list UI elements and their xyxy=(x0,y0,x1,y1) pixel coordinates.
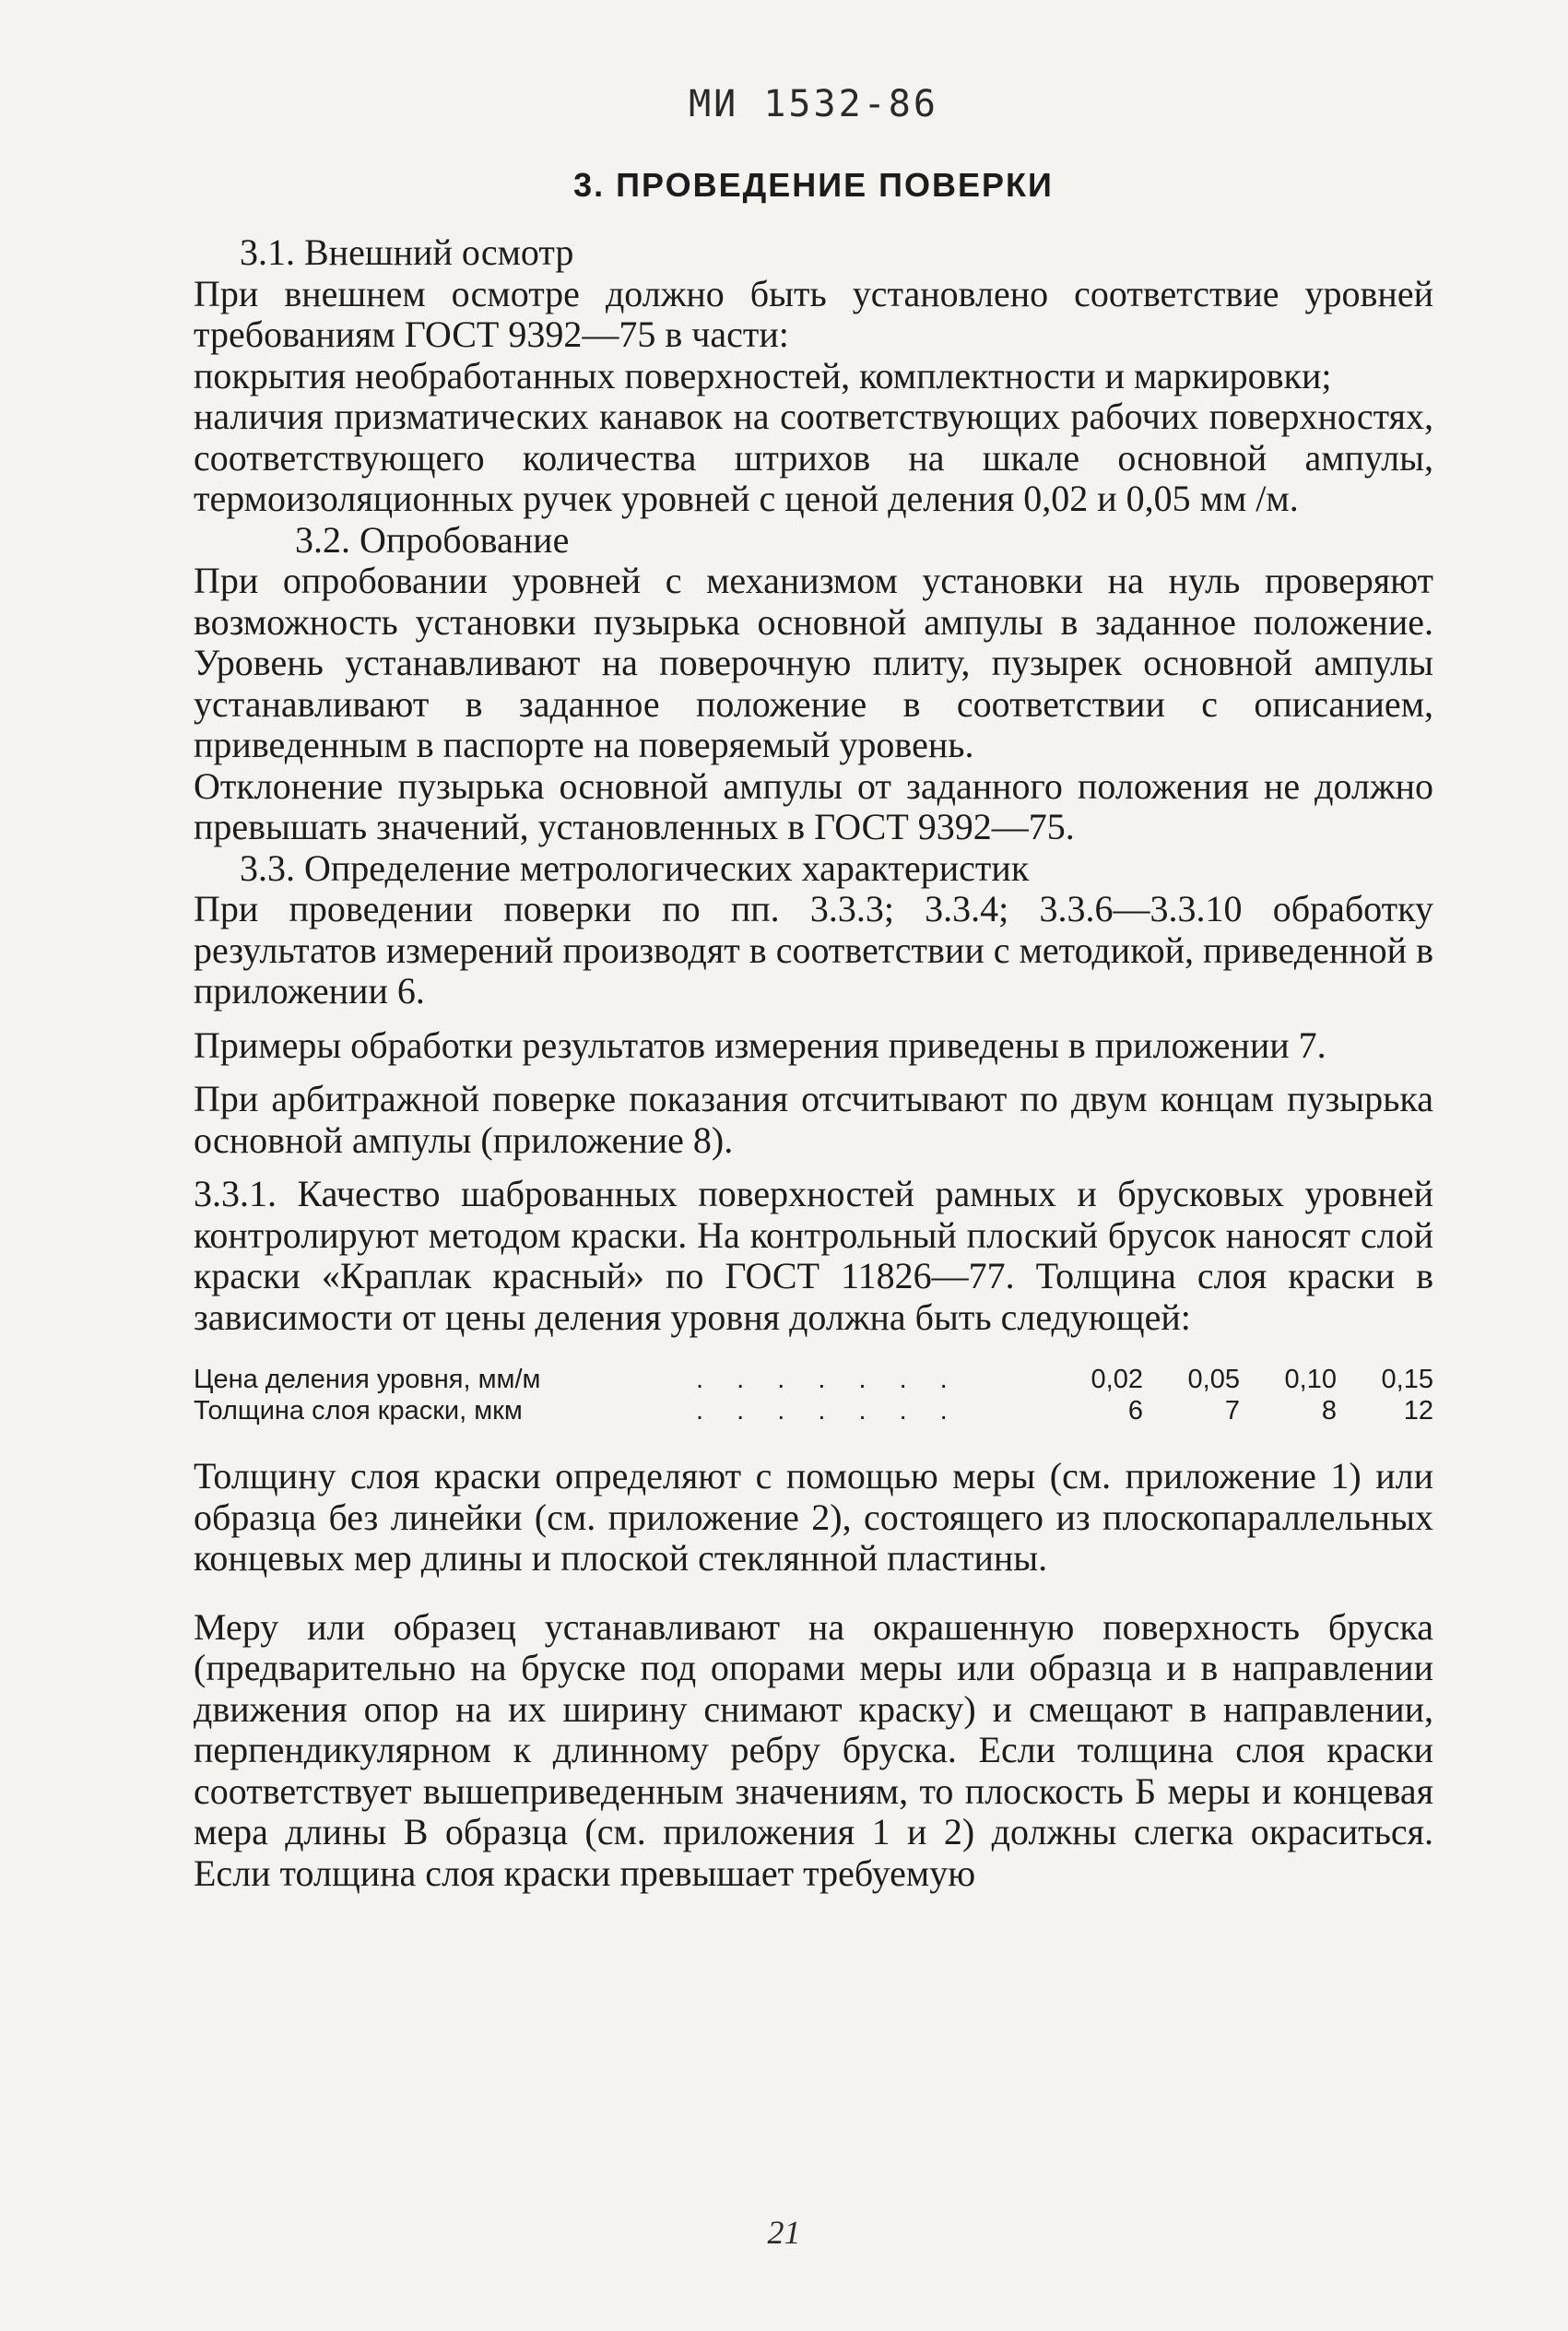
table-cell: 0,15 xyxy=(1381,1365,1433,1394)
table-leader-dots: . . . . . . . xyxy=(696,1365,961,1394)
page-number: 21 xyxy=(767,2214,801,2251)
paragraph: При внешнем осмотре должно быть установлено соответствие уровней требованиям ГОСТ 9392—75 в части: xyxy=(194,272,1433,355)
document-body xyxy=(194,232,1433,1894)
table-row xyxy=(194,1364,1433,1395)
paragraph: 3.3.1. Качество шаброванных поверхностей рамных и брусковых уровней контролируют методом краски. На контрольный плоский брусок наносят слой краски «Краплак красный» по ГОСТ 11826—77. Толщина слоя краски в зависимости от цены деления уровня должна быть следующей: xyxy=(194,1173,1433,1338)
table-cell: 0,05 xyxy=(1187,1365,1240,1394)
table-cell: 0,10 xyxy=(1284,1365,1337,1394)
paragraph: покрытия необработанных поверхностей, комплектности и маркировки; xyxy=(194,354,1332,396)
section-title: 3. ПРОВЕДЕНИЕ ПОВЕРКИ xyxy=(573,166,1054,204)
paragraph: наличия призматических канавок на соответствующих рабочих поверхностях, соответствующего количества штрихов на шкале основной ампулы, термоизоляционных ручек уровней с ценой деления 0,02 и 0,05 мм /м. xyxy=(194,396,1433,519)
table-cell: 12 xyxy=(1403,1396,1433,1426)
paragraph: При опробовании уровней с механизмом установки на нуль проверяют возможность установки пузырька основной ампулы в заданное положение. Уровень устанавливают на поверочную плиту, пузырек основной ампулы устанавливают в заданное положение в соответствии с описанием, приведенным в паспорте на поверяемый уровень. xyxy=(194,560,1433,765)
document-page xyxy=(194,83,1433,1894)
subsection-3-3-title: 3.3. Определение метрологических характеристик xyxy=(240,846,1030,889)
table-leader-dots: . . . . . . . xyxy=(696,1396,961,1426)
paragraph: Примеры обработки результатов измерения приведены в приложении 7. xyxy=(194,1024,1326,1066)
paragraph: Толщину слоя краски определяют с помощью меры (см. приложение 1) или образца без линейки (см. приложение 2), состоящего из плоскопараллельных концевых мер длины и плоской стеклянной пластины. xyxy=(194,1455,1433,1579)
document-code: МИ 1532-86 xyxy=(689,83,938,125)
paint-thickness-table xyxy=(194,1364,1433,1426)
table-row xyxy=(194,1395,1433,1426)
table-row-label: Толщина слоя краски, мкм xyxy=(194,1396,523,1426)
table-cell: 0,02 xyxy=(1091,1365,1143,1394)
paragraph: Отклонение пузырька основной ампулы от заданного положения не должно превышать значений, установленных в ГОСТ 9392—75. xyxy=(194,764,1433,847)
table-cell: 6 xyxy=(1127,1396,1143,1426)
table-cell: 8 xyxy=(1321,1396,1337,1426)
subsection-3-2-title: 3.2. Опробование xyxy=(295,518,570,561)
paragraph: Меру или образец устанавливают на окрашенную поверхность бруска (предварительно на бруске под опорами меры или образца и в направлении движения опор на их ширину снимают краску) и смещают в направлении, перпендикулярном к длинному ребру бруска. Если толщина слоя краски соответствует вышеприведенным значениям, то плоскость Б меры и концевая мера длины В образца (см. приложения 1 и 2) должны слегка окраситься. Если толщина слоя краски превышает требуемую xyxy=(194,1605,1433,1894)
paragraph: При проведении поверки по пп. 3.3.3; 3.3.4; 3.3.6—3.3.10 обработку результатов измерений производят в соответствии с методикой, приведенной в приложении 6. xyxy=(194,888,1433,1012)
table-cell: 7 xyxy=(1224,1396,1240,1426)
subsection-3-1-title: 3.1. Внешний осмотр xyxy=(240,231,574,273)
table-row-label: Цена деления уровня, мм/м xyxy=(194,1365,541,1394)
paragraph: При арбитражной поверке показания отсчитывают по двум концам пузырька основной ампулы (приложение 8). xyxy=(194,1078,1433,1161)
